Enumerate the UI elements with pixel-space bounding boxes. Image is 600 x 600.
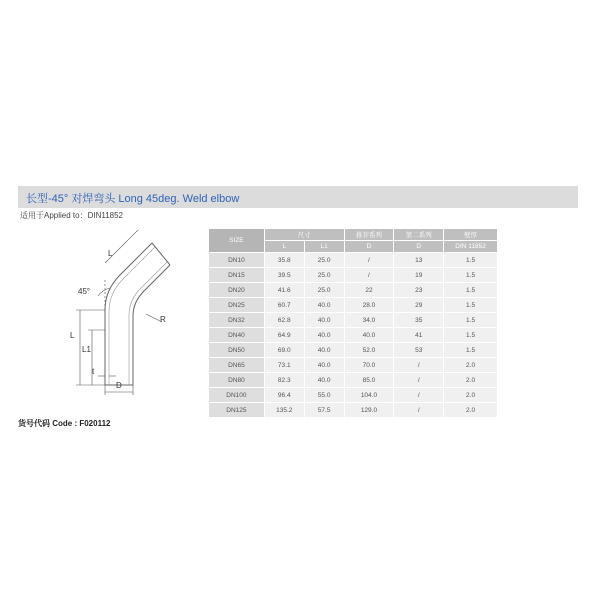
table-cell: 69.0: [264, 343, 304, 358]
table-row: [209, 328, 498, 343]
table-row: [209, 298, 498, 313]
header-l1: L1: [304, 241, 344, 253]
table-row: [209, 373, 498, 388]
table-row: [209, 388, 498, 403]
table-cell: /: [394, 403, 444, 418]
table-cell: 41.6: [264, 283, 304, 298]
size-cell: DN125: [209, 403, 265, 418]
table-cell: 34.0: [344, 313, 394, 328]
header-size: SIZE: [209, 229, 265, 253]
label-angle: 45°: [78, 287, 91, 296]
table-row: [209, 268, 498, 283]
header-l: L: [264, 241, 304, 253]
product-code: 货号代码 Code : F020112: [18, 419, 111, 428]
table-cell: /: [344, 253, 394, 268]
table-cell: 40.0: [304, 328, 344, 343]
table-cell: 40.0: [304, 358, 344, 373]
table-cell: 13: [394, 253, 444, 268]
table-row: [209, 283, 498, 298]
header-second-series: 第二系列: [394, 229, 444, 241]
label-d: D: [116, 381, 122, 390]
table-cell: 1.5: [444, 313, 498, 328]
table-cell: /: [394, 388, 444, 403]
table-cell: 70.0: [344, 358, 394, 373]
table-cell: 40.0: [344, 328, 394, 343]
table-row: [209, 403, 498, 418]
header-d-second: D: [394, 241, 444, 253]
table-cell: 2.0: [444, 358, 498, 373]
table-cell: 60.7: [264, 298, 304, 313]
table-cell: 28.0: [344, 298, 394, 313]
label-l1: L1: [82, 345, 91, 354]
size-cell: DN40: [209, 328, 265, 343]
label-r: R: [160, 315, 166, 324]
header-wall-thickness: 壁厚: [444, 229, 498, 241]
table-cell: 40.0: [304, 298, 344, 313]
table-cell: 73.1: [264, 358, 304, 373]
table-cell: 104.0: [344, 388, 394, 403]
table-row: [209, 358, 498, 373]
table-cell: 135.2: [264, 403, 304, 418]
table-cell: 19: [394, 268, 444, 283]
table-cell: 85.0: [344, 373, 394, 388]
table-cell: 35.8: [264, 253, 304, 268]
applied-to-text: 适用于Applied to：DIN11852: [20, 211, 124, 220]
table-cell: 2.0: [444, 373, 498, 388]
table-cell: 40.0: [304, 313, 344, 328]
table-cell: 1.5: [444, 283, 498, 298]
table-row: [209, 313, 498, 328]
table-cell: 57.5: [304, 403, 344, 418]
table-cell: 55.0: [304, 388, 344, 403]
header-dimension: 尺寸: [264, 229, 344, 241]
size-cell: DN65: [209, 358, 265, 373]
table-cell: 1.5: [444, 268, 498, 283]
spec-table: [208, 228, 498, 418]
size-cell: DN15: [209, 268, 265, 283]
table-cell: 22: [344, 283, 394, 298]
table-cell: /: [394, 373, 444, 388]
size-cell: DN10: [209, 253, 265, 268]
table-cell: 2.0: [444, 388, 498, 403]
size-cell: DN100: [209, 388, 265, 403]
table-cell: 41: [394, 328, 444, 343]
table-cell: 1.5: [444, 343, 498, 358]
table-cell: 52.0: [344, 343, 394, 358]
page-title: 长型-45° 对焊弯头 Long 45deg. Weld elbow: [26, 193, 240, 205]
table-row: [209, 253, 498, 268]
table-cell: 1.5: [444, 298, 498, 313]
table-cell: 35: [394, 313, 444, 328]
size-cell: DN25: [209, 298, 265, 313]
header-d-recommended: D: [344, 241, 394, 253]
size-cell: DN32: [209, 313, 265, 328]
table-cell: 25.0: [304, 268, 344, 283]
label-l-top: L: [108, 249, 113, 258]
label-t: t: [92, 367, 95, 376]
elbow-diagram: [60, 230, 200, 400]
table-cell: /: [344, 268, 394, 283]
table-cell: 23: [394, 283, 444, 298]
table-cell: 1.5: [444, 253, 498, 268]
table-cell: 62.8: [264, 313, 304, 328]
table-cell: 1.5: [444, 328, 498, 343]
table-cell: /: [394, 358, 444, 373]
table-cell: 96.4: [264, 388, 304, 403]
size-cell: DN20: [209, 283, 265, 298]
size-cell: DN50: [209, 343, 265, 358]
table-cell: 2.0: [444, 403, 498, 418]
title-bar: [18, 186, 578, 208]
table-row: [209, 343, 498, 358]
table-cell: 53: [394, 343, 444, 358]
table-cell: 64.9: [264, 328, 304, 343]
table-cell: 25.0: [304, 283, 344, 298]
label-l-left: L: [70, 331, 75, 340]
table-cell: 82.3: [264, 373, 304, 388]
table-cell: 40.0: [304, 373, 344, 388]
table-cell: 25.0: [304, 253, 344, 268]
size-cell: DN80: [209, 373, 265, 388]
table-cell: 40.0: [304, 343, 344, 358]
table-cell: 39.5: [264, 268, 304, 283]
table-cell: 29: [394, 298, 444, 313]
table-cell: 129.0: [344, 403, 394, 418]
header-din: DIN 11852: [444, 241, 498, 253]
header-row-1: [209, 229, 498, 241]
header-recommended-series: 推荐系列: [344, 229, 394, 241]
